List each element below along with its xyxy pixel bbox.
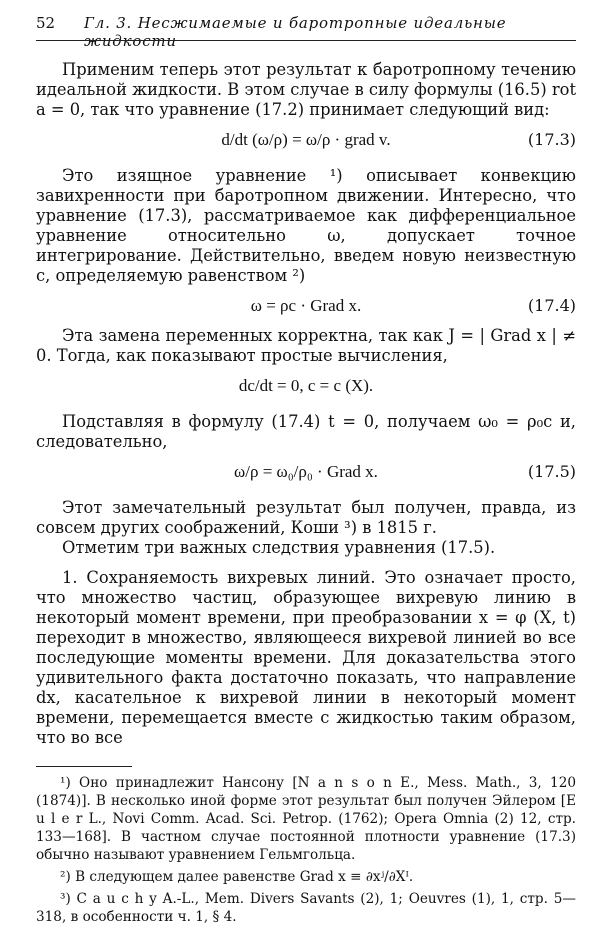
equation-17-4 [36,286,576,326]
footnotes [36,774,576,930]
paragraph-5: Этот замечательный результат был получен, правда, из совсем других соображений, Коши ³) в 1815 г. [36,498,576,537]
paragraph-1: Применим теперь этот результат к баротропному течению идеальной жидкости. В этом случае в силу формулы (16.5) rot a = 0, так что уравнение (17.2) принимает следующий вид: [36,60,576,119]
equation-formula: d/dt (ω/ρ) = ω/ρ · grad v. [221,130,391,149]
footnote-1: ¹) Оно принадлежит Нансону [N a n s o n E., Mess. Math., 3, 120 (1874)]. В несколько иной форме этот результат был получен Эйлером [E u l e r L., Novi Comm. Acad. Sci. Petrop. (1762); Opera Omnia (2) 12, стр. 133—168]. В частном случае постоянной плотности уравнение (17.3) обычно называют уравнением Гельмгольца. [36,775,576,863]
paragraph-4: Подставляя в формулу (17.4) t = 0, получаем ω₀ = ρ₀c и, следовательно, [36,412,576,451]
header-rule [36,40,576,41]
equation-number: (17.4) [527,296,576,315]
footnote-rule [36,766,132,767]
equation-17-3 [36,120,576,160]
equation-number: (17.3) [527,130,576,149]
running-title: Гл. 3. Несжимаемые и баротропные идеальные жидкости [84,14,507,50]
equation-formula: ω/ρ = ω₀/ρ₀ · Grad x. [234,462,378,481]
equation-dc-dt [36,366,576,406]
page-number: 52 [36,14,56,32]
book-page [36,12,576,925]
running-header [36,12,576,50]
main-text [36,60,576,748]
paragraph-7: 1. Сохраняемость вихревых линий. Это означает просто, что множество частиц, образующее вихревую линию в некоторый момент времени, при преобразовании x = φ (X, t) переходит в множество, являющееся вихревой линией во все последующие моменты времени. Для доказательства этого удивительного факта достаточно показать, что направление dx, касательное к вихревой линии в некоторый момент времени, перемещается вместе с жидкостью таким образом, что во все [36,568,576,747]
equation-formula: dc/dt = 0, c = c (X). [238,376,374,395]
equation-formula: ω = ρc · Grad x. [250,296,362,315]
paragraph-3: Эта замена переменных корректна, так как J = | Grad x | ≠ 0. Тогда, как показывают простые вычисления, [36,326,576,365]
paragraph-2: Это изящное уравнение ¹) описывает конвекцию завихренности при баротропном движении. Интересно, что уравнение (17.3), рассматриваемое как дифференциальное уравнение относительно ω, допускает точное интегрирование. Действительно, введем новую неизвестную c, определяемую равенством ²) [36,166,576,285]
footnote-2: ²) В следующем далее равенстве Grad x ≡ ∂xʲ/∂Xᴵ. [60,869,414,885]
paragraph-6: Отметим три важных следствия уравнения (17.5). [62,538,496,557]
footnote-3: ³) C a u c h y A.-L., Mem. Divers Savants (2), 1; Oeuvres (1), 1, стр. 5—318, в особенности ч. 1, § 4. [36,891,576,925]
equation-17-5 [36,452,576,492]
equation-number: (17.5) [527,462,576,481]
